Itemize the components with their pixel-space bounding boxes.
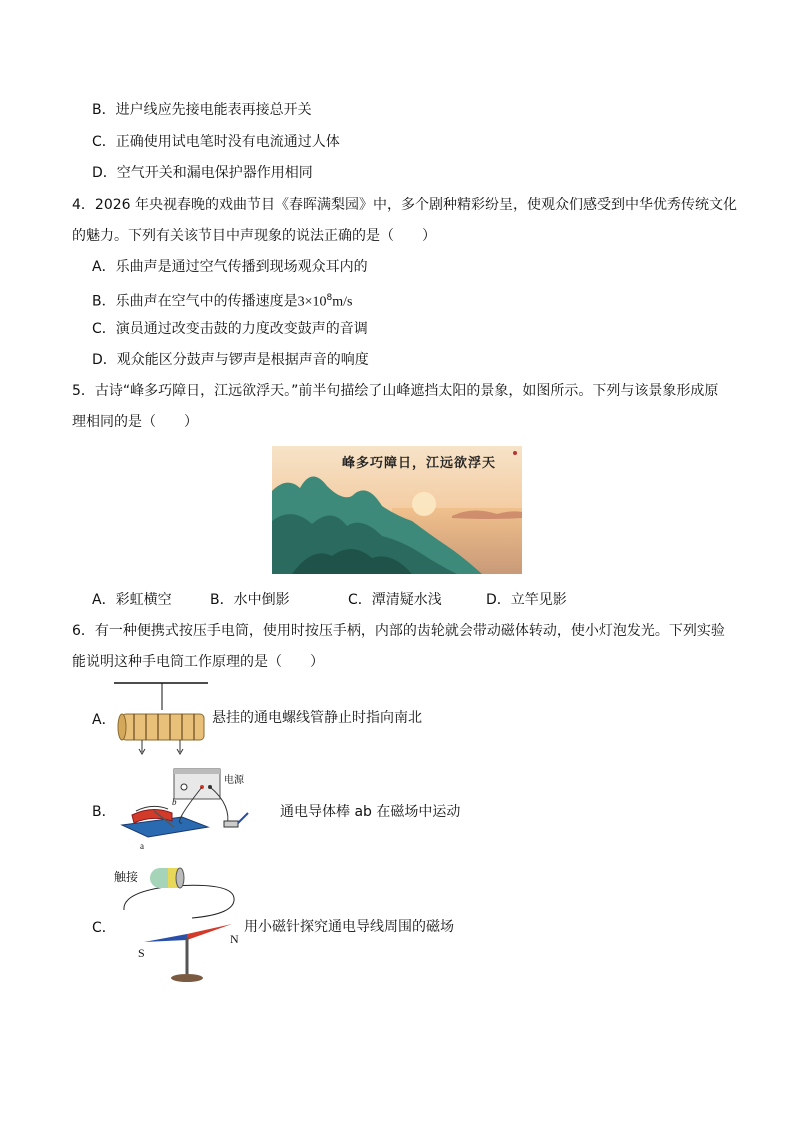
painting-caption: 峰多巧障日，江远欲浮天 <box>342 456 497 471</box>
q4-option-b-text: B．乐曲声在空气中的传播速度是 <box>92 293 298 310</box>
label-a: a <box>140 841 144 851</box>
q4-option-d: D．观众能区分鼓声与锣声是根据声音的响度 <box>92 352 369 368</box>
label-s: S <box>138 946 145 960</box>
q6-option-c-letter: C． <box>92 920 116 936</box>
q6-stem-line2: 能说明这种手电筒工作原理的是（ ） <box>72 654 324 670</box>
q6-option-a-letter: A． <box>92 712 116 728</box>
q5-landscape-painting <box>272 446 522 574</box>
touch-label: 触接 <box>114 870 139 884</box>
q6-option-c-text: 用小磁针探究通电导线周围的磁场 <box>244 919 454 935</box>
q6-option-a-text: 悬挂的通电螺线管静止时指向南北 <box>212 710 422 726</box>
q6-option-b-letter: B． <box>92 804 116 820</box>
power-label: 电源 <box>224 775 244 786</box>
label-b: b <box>172 797 177 807</box>
label-n: N <box>230 932 239 946</box>
q5-option-a: A．彩虹横空 <box>92 592 172 608</box>
q3-option-b: B．进户线应先接电能表再接总开关 <box>92 102 312 118</box>
q4-stem-line1: 4．2026 年央视春晚的戏曲节目《春晖满梨园》中，多个剧种精彩纷呈，使观众们感受到中华优秀传统文化 <box>72 197 737 213</box>
q5-option-b: B．水中倒影 <box>210 592 290 608</box>
q5-stem-line1: 5．古诗“峰多巧障日，江远欲浮天。”前半句描绘了山峰遮挡太阳的景象，如图所示。下列与该景象形成原 <box>72 383 719 399</box>
q4-option-c: C．演员通过改变击鼓的力度改变鼓声的音调 <box>92 321 368 337</box>
q4-speed-exp: 8 <box>326 293 333 303</box>
q4-speed-unit: m/s <box>332 294 353 310</box>
q6-stem-line1: 6．有一种便携式按压手电筒，使用时按压手柄，内部的齿轮就会带动磁体转动，使小灯泡发光。下列实验 <box>72 623 725 639</box>
q6-rail-figure <box>112 765 282 855</box>
q4-option-b <box>92 288 352 313</box>
rail-apparatus-icon <box>112 765 282 855</box>
q4-speed-base: 3×10 <box>297 294 327 310</box>
q6-option-b-text: 通电导体棒 ab 在磁场中运动 <box>280 804 461 820</box>
sun-icon <box>412 492 436 516</box>
q5-stem-line2: 理相同的是（ ） <box>72 414 198 430</box>
q3-option-c: C．正确使用试电笔时没有电流通过人体 <box>92 134 340 150</box>
q4-option-a: A．乐曲声是通过空气传播到现场观众耳内的 <box>92 259 368 275</box>
q5-option-c: C．潭清疑水浅 <box>348 592 442 608</box>
q5-option-d: D．立竿见影 <box>486 592 567 608</box>
q4-stem-line2: 的魅力。下列有关该节目中声现象的说法正确的是（ ） <box>72 228 436 244</box>
solenoid-icon <box>112 680 212 756</box>
q6-compass-figure <box>112 862 242 990</box>
q3-option-d: D．空气开关和漏电保护器作用相同 <box>92 165 313 181</box>
q6-solenoid-figure <box>112 680 212 756</box>
